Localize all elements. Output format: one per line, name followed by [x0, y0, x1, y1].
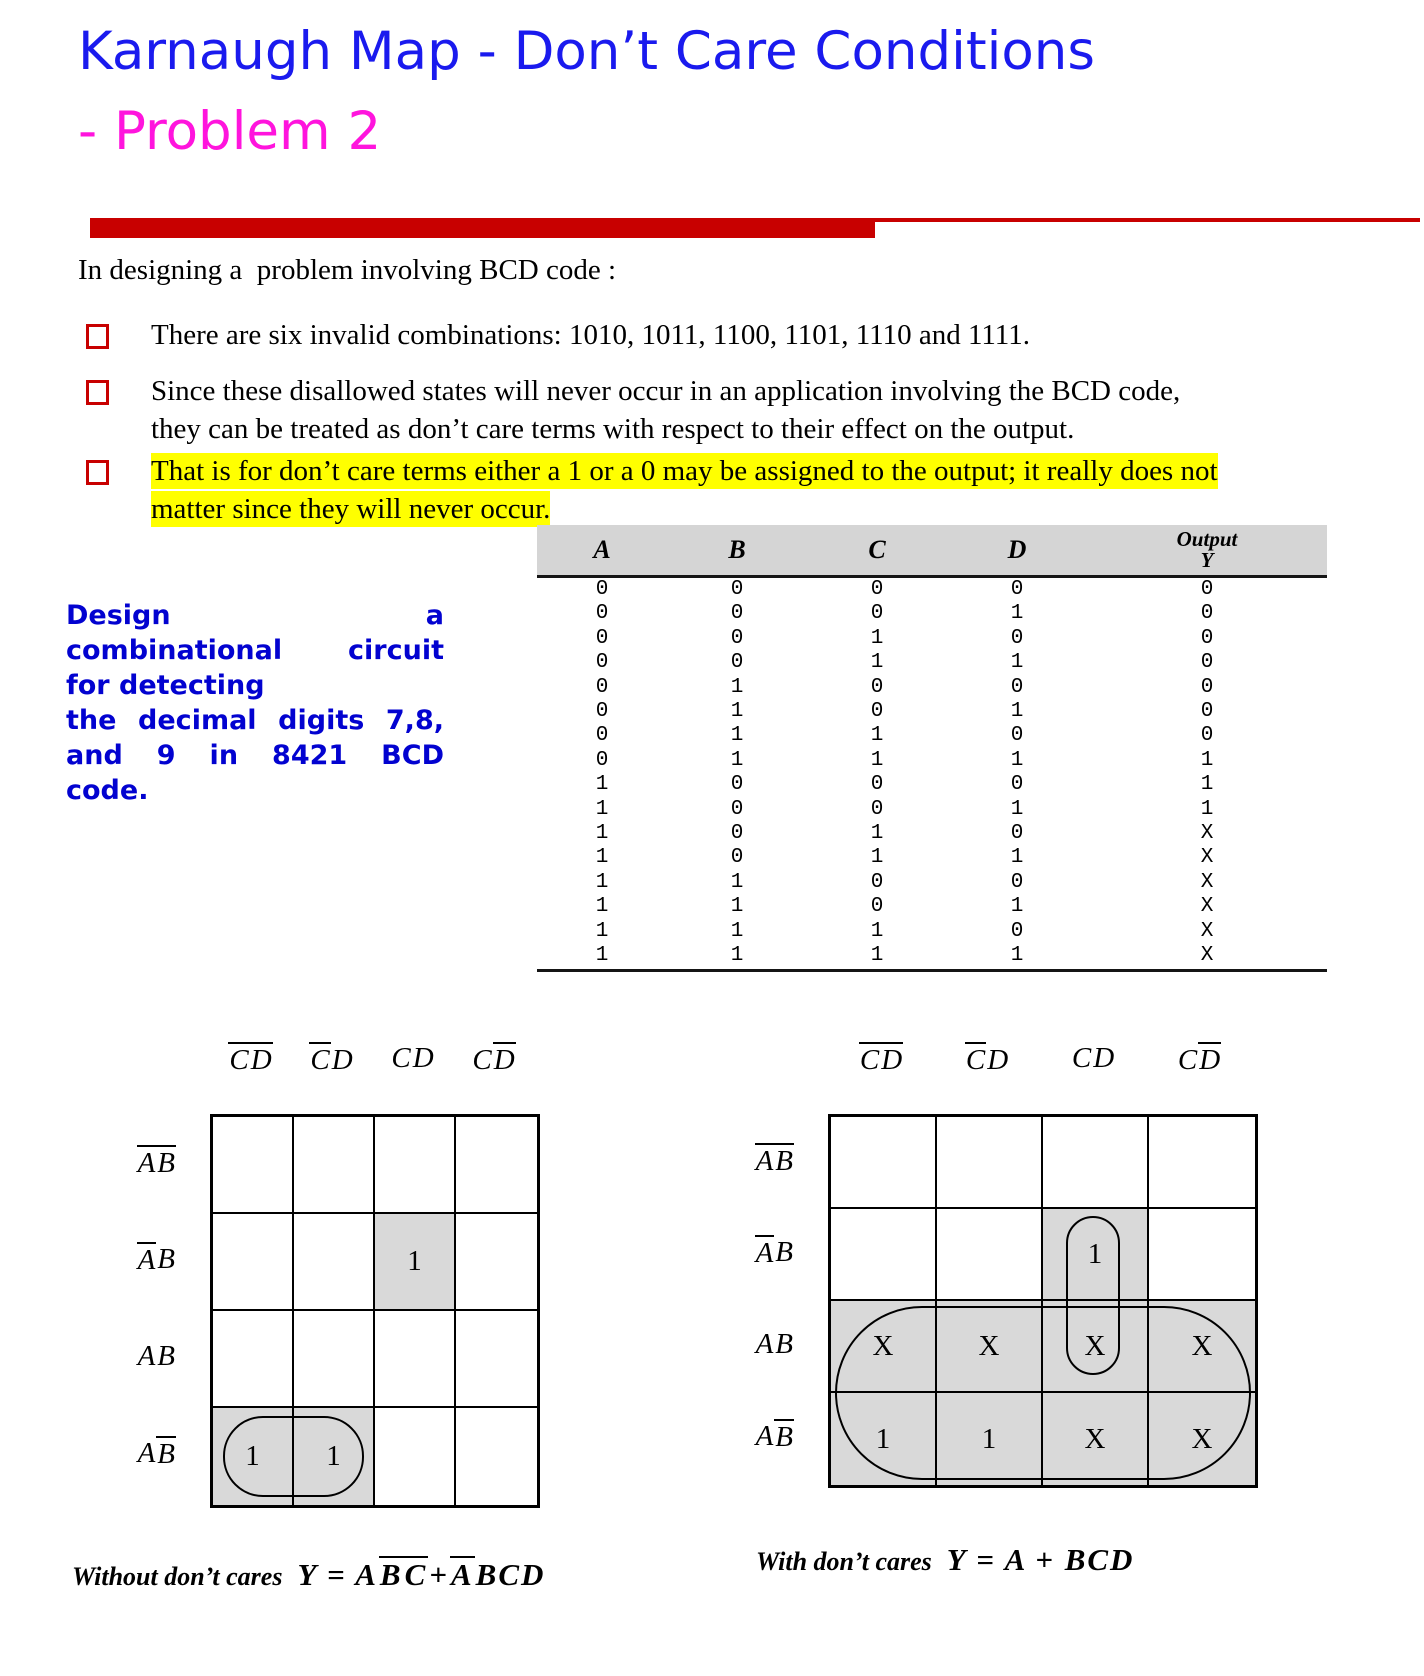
truth-table-cell: X: [1200, 944, 1214, 968]
caption-with-dont-cares: [756, 1542, 1135, 1578]
truth-table-cell: 0: [595, 626, 609, 650]
truth-table-row: [537, 627, 1327, 651]
segment: B: [775, 1235, 793, 1268]
bullet-text-wrap: [151, 316, 1226, 354]
truth-table-cell: 1: [1010, 748, 1024, 772]
kmap-cell: X: [1149, 1393, 1255, 1485]
kmap-cell: X: [937, 1301, 1043, 1393]
bullet-item: [86, 316, 1276, 354]
truth-table-cell: 0: [730, 797, 744, 821]
truth-table-cell: X: [1200, 846, 1214, 870]
truth-table-cell: 1: [870, 651, 884, 675]
segment: D: [1093, 1042, 1115, 1074]
truth-table-cell: 1: [1200, 773, 1214, 797]
bullet-item: [86, 452, 1276, 528]
intro-text: In designing a problem involving BCD code :: [78, 254, 617, 286]
truth-table-cell: 1: [730, 895, 744, 919]
overbar-segment: C: [859, 1044, 880, 1076]
truth-table-cell: 1: [595, 944, 609, 968]
truth-table-cell: 0: [1010, 870, 1024, 894]
column-header-c: C: [868, 535, 886, 564]
kmap-row-label: [692, 1114, 828, 1206]
design-note-line: for detecting: [66, 670, 265, 701]
column-header-output: [1087, 525, 1327, 577]
segment: C: [1177, 1044, 1198, 1076]
truth-table-cell: 0: [1200, 578, 1214, 601]
kmap-cell: [1043, 1117, 1149, 1209]
caption-label: With don’t cares: [756, 1547, 932, 1576]
overbar-segment: D: [1199, 1044, 1221, 1076]
truth-table-cell: 0: [595, 602, 609, 626]
overbar-segment: B: [157, 1438, 175, 1471]
overbar-segment: B: [775, 1144, 793, 1177]
truth-table-cell: 0: [870, 773, 884, 797]
truth-table-cell: 0: [870, 700, 884, 724]
overbar-segment: A: [137, 1147, 156, 1180]
truth-table-cell: 0: [1010, 724, 1024, 748]
truth-table-cell: 0: [595, 724, 609, 748]
overbar-segment: B: [157, 1147, 175, 1180]
truth-table-cell: X: [1200, 895, 1214, 919]
truth-table-row: [537, 651, 1327, 675]
kmap-col-label: [291, 1042, 372, 1077]
kmap-cell: [1149, 1117, 1255, 1209]
kmap-cell: [456, 1117, 537, 1214]
truth-table-cell: 0: [870, 895, 884, 919]
kmap-cell: [375, 1311, 456, 1408]
kmap-cell: 1: [294, 1408, 375, 1505]
segment: D: [987, 1044, 1009, 1076]
kmap-cell: X: [831, 1301, 937, 1393]
overbar-segment: A: [450, 1557, 474, 1592]
caption-label: Without don’t cares: [72, 1562, 283, 1591]
truth-table-cell: 1: [730, 748, 744, 772]
kmap-row-labels: [90, 1114, 210, 1508]
design-note-line: and 9 in 8421 BCD: [66, 740, 444, 771]
truth-table-cell: 1: [870, 919, 884, 943]
design-note-line: the decimal digits 7,8,: [66, 705, 444, 736]
bullet-text: There are six invalid combinations: 1010, 1011, 1100, 1101, 1110 and 1111.: [151, 319, 1030, 351]
truth-table-cell: 1: [870, 748, 884, 772]
truth-table-cell: 1: [595, 895, 609, 919]
design-note-line: Design a: [66, 600, 444, 631]
truth-table-cell: 1: [595, 797, 609, 821]
truth-table-cell: 0: [870, 578, 884, 601]
bullet-text-wrap: [151, 452, 1226, 528]
truth-table-cell: 1: [595, 773, 609, 797]
truth-table-cell: 0: [870, 675, 884, 699]
truth-table-cell: 0: [870, 870, 884, 894]
truth-table-cell: 0: [730, 602, 744, 626]
overbar-segment: A: [137, 1244, 156, 1277]
truth-table-cell: 0: [1200, 700, 1214, 724]
truth-table-row: [537, 676, 1327, 700]
truth-table-cell: 0: [730, 822, 744, 846]
overbar-segment: D: [493, 1044, 515, 1076]
truth-table-cell: 0: [1010, 578, 1024, 601]
design-note: [66, 598, 444, 808]
segment: Y = A + BCD: [946, 1542, 1135, 1577]
truth-table-row: [537, 773, 1327, 797]
overbar-segment: D: [881, 1044, 903, 1076]
kmap-cell: 1: [213, 1408, 294, 1505]
truth-table-cell: 0: [870, 797, 884, 821]
formula-with-dont-cares: [946, 1542, 1136, 1577]
kmap-col-label: [828, 1042, 934, 1077]
kmap-col-labels: [210, 1030, 540, 1114]
truth-table-row: [537, 724, 1327, 748]
truth-table-cell: 1: [1010, 895, 1024, 919]
truth-table-cell: 1: [730, 724, 744, 748]
kmap-body: [90, 1114, 540, 1508]
kmap-row-label: [692, 1206, 828, 1298]
bullet-text: Since these disallowed states will never occur in an application involving the BCD code, they can be treated as don’t care terms with respect to their effect on the output.: [151, 375, 1181, 445]
kmap-cell: 1: [937, 1393, 1043, 1485]
truth-table-cell: 1: [730, 870, 744, 894]
segment: B: [157, 1243, 175, 1276]
truth-table-row: [537, 749, 1327, 773]
segment: D: [412, 1042, 434, 1074]
column-header-a: A: [593, 535, 611, 564]
overbar-segment: A: [755, 1144, 774, 1177]
kmap-with-dont-cares: [692, 1030, 1258, 1488]
kmap-cell: [213, 1117, 294, 1214]
truth-table-cell: 0: [1010, 773, 1024, 797]
kmap-cell: [294, 1117, 375, 1214]
kmap-col-label: [1146, 1042, 1252, 1077]
kmap-body: [692, 1114, 1258, 1488]
truth-table-cell: 1: [730, 700, 744, 724]
column-header-d: D: [1007, 535, 1027, 564]
kmap-cell: [1149, 1209, 1255, 1301]
caption-without-dont-cares: [72, 1556, 546, 1593]
kmap-cell: [375, 1408, 456, 1505]
checkbox-bullet-icon: [86, 380, 109, 405]
truth-table-cell: 1: [870, 822, 884, 846]
truth-table-cell: 0: [1010, 919, 1024, 943]
kmap-cell: [937, 1209, 1043, 1301]
truth-table-cell: 0: [730, 578, 744, 601]
bullet-item: [86, 372, 1276, 448]
truth-table-cell: 1: [730, 919, 744, 943]
truth-table-cell: 1: [1200, 748, 1214, 772]
design-note-line: code.: [66, 775, 149, 806]
output-header-line2: Y: [1200, 548, 1214, 572]
truth-table-cell: 1: [595, 822, 609, 846]
kmap-col-label: [453, 1042, 534, 1077]
truth-table-row: [537, 822, 1327, 846]
kmap-row-label: [90, 1211, 210, 1308]
overbar-segment: C: [965, 1044, 986, 1076]
truth-table-cell: 1: [1010, 846, 1024, 870]
truth-table-cell: 0: [1010, 822, 1024, 846]
checkbox-bullet-icon: [86, 324, 109, 349]
kmap-cell: [456, 1311, 537, 1408]
truth-table-cell: 1: [1010, 944, 1024, 968]
kmap-cell: 1: [831, 1393, 937, 1485]
kmap-col-label: [934, 1042, 1040, 1077]
kmap-col-label: [372, 1042, 453, 1075]
overbar-segment: C: [229, 1044, 249, 1076]
truth-table-row: [537, 895, 1327, 919]
red-divider-line: [875, 218, 1420, 222]
kmap-cell: [456, 1408, 537, 1505]
truth-table-cell: X: [1200, 822, 1214, 846]
truth-table-cell: 1: [870, 626, 884, 650]
kmap-grid: [828, 1114, 1258, 1488]
kmap-cell: X: [1043, 1393, 1149, 1485]
segment: Y = A: [297, 1557, 378, 1592]
truth-table-cell: 0: [595, 748, 609, 772]
slide-title-line2: - Problem 2: [78, 101, 382, 162]
kmap-cell: [831, 1209, 937, 1301]
kmap-cell: [831, 1117, 937, 1209]
checkbox-bullet-icon: [86, 460, 109, 485]
kmap-cell: 1: [375, 1214, 456, 1311]
kmap-col-label: [1040, 1042, 1146, 1075]
segment: C: [1071, 1042, 1092, 1074]
segment: B: [775, 1327, 793, 1360]
truth-table-cell: 1: [1010, 651, 1024, 675]
truth-table-cell: 0: [1200, 724, 1214, 748]
segment: C: [472, 1044, 492, 1076]
kmap-col-labels: [828, 1030, 1258, 1114]
segment: A: [137, 1437, 156, 1470]
segment: D: [331, 1044, 353, 1076]
column-header-b: B: [728, 535, 746, 564]
overbar-segment: A: [755, 1236, 774, 1269]
kmap-cell: [213, 1311, 294, 1408]
kmap-col-label: [210, 1042, 291, 1077]
truth-table-row: [537, 577, 1327, 603]
kmap-row-label: [90, 1308, 210, 1405]
segment: A: [755, 1419, 774, 1452]
kmap-without-dont-cares: [90, 1030, 540, 1508]
kmap-cell: [937, 1117, 1043, 1209]
overbar-segment: B: [379, 1557, 403, 1592]
truth-table-cell: 0: [1200, 602, 1214, 626]
kmap-cell: X: [1149, 1301, 1255, 1393]
segment: C: [391, 1042, 411, 1074]
kmap-row-labels: [692, 1114, 828, 1488]
bullet-text: That is for don’t care terms either a 1 or a 0 may be assigned to the output; it really does not matter since they will never occur.: [151, 455, 1218, 525]
bullet-list: [86, 316, 1276, 546]
truth-table-cell: 0: [595, 675, 609, 699]
truth-table-cell: X: [1200, 870, 1214, 894]
truth-table-row: [537, 846, 1327, 870]
truth-table-cell: 0: [730, 626, 744, 650]
segment: BCD: [475, 1557, 546, 1592]
kmap-row-label: [90, 1405, 210, 1502]
truth-table-cell: 1: [1010, 797, 1024, 821]
formula-without-dont-cares: [296, 1557, 546, 1592]
overbar-segment: B: [775, 1420, 793, 1453]
truth-table-cell: 1: [870, 846, 884, 870]
truth-table-header: [537, 525, 1327, 577]
design-note-line: combinational circuit: [66, 635, 444, 666]
truth-table-cell: 0: [1010, 675, 1024, 699]
truth-table-cell: 0: [870, 602, 884, 626]
segment: B: [157, 1340, 175, 1373]
truth-table-row: [537, 602, 1327, 626]
truth-table-row: [537, 920, 1327, 944]
truth-table-cell: 1: [870, 944, 884, 968]
kmap-cell: [456, 1214, 537, 1311]
red-divider-bar: [90, 218, 875, 238]
truth-table-cell: 0: [730, 651, 744, 675]
truth-table-cell: 1: [1200, 797, 1214, 821]
kmap-cell: X: [1043, 1301, 1149, 1393]
kmap-cell: [213, 1214, 294, 1311]
truth-table-cell: 0: [1200, 626, 1214, 650]
truth-table-cell: 0: [1200, 651, 1214, 675]
truth-table-row: [537, 871, 1327, 895]
kmap-cell: [375, 1117, 456, 1214]
kmap-cell: [294, 1214, 375, 1311]
truth-table-cell: 0: [730, 846, 744, 870]
kmap-row-label: [90, 1114, 210, 1211]
overbar-segment: C: [404, 1557, 428, 1592]
truth-table-cell: 0: [1200, 675, 1214, 699]
truth-table-row: [537, 700, 1327, 724]
truth-table-cell: 1: [730, 944, 744, 968]
segment: A: [755, 1327, 774, 1360]
kmap-cell: [294, 1311, 375, 1408]
output-header-line1: Output: [1176, 527, 1238, 551]
segment: +: [429, 1557, 449, 1592]
truth-table-cell: 1: [595, 846, 609, 870]
truth-table-cell: 1: [1010, 602, 1024, 626]
bullet-text-wrap: [151, 372, 1226, 448]
overbar-segment: D: [250, 1044, 272, 1076]
kmap-row-label: [692, 1390, 828, 1482]
truth-table-cell: 1: [595, 919, 609, 943]
truth-table-cell: 0: [595, 578, 609, 601]
truth-table-row: [537, 944, 1327, 970]
truth-table-cell: 0: [730, 773, 744, 797]
truth-table-cell: 0: [595, 700, 609, 724]
slide-title: [78, 12, 1095, 172]
kmap-cell: 1: [1043, 1209, 1149, 1301]
segment: A: [137, 1340, 156, 1373]
kmap-grid: [210, 1114, 540, 1508]
truth-table: [537, 525, 1327, 972]
truth-table-cell: 1: [595, 870, 609, 894]
overbar-segment: C: [310, 1044, 330, 1076]
truth-table-cell: 0: [1010, 626, 1024, 650]
kmap-row-label: [692, 1298, 828, 1390]
truth-table-cell: X: [1200, 919, 1214, 943]
truth-table-cell: 1: [870, 724, 884, 748]
truth-table-row: [537, 798, 1327, 822]
truth-table-body: [537, 577, 1327, 971]
truth-table-cell: 0: [595, 651, 609, 675]
slide-title-line1: Karnaugh Map - Don’t Care Conditions: [78, 21, 1095, 82]
truth-table-cell: 1: [1010, 700, 1024, 724]
truth-table-cell: 1: [730, 675, 744, 699]
